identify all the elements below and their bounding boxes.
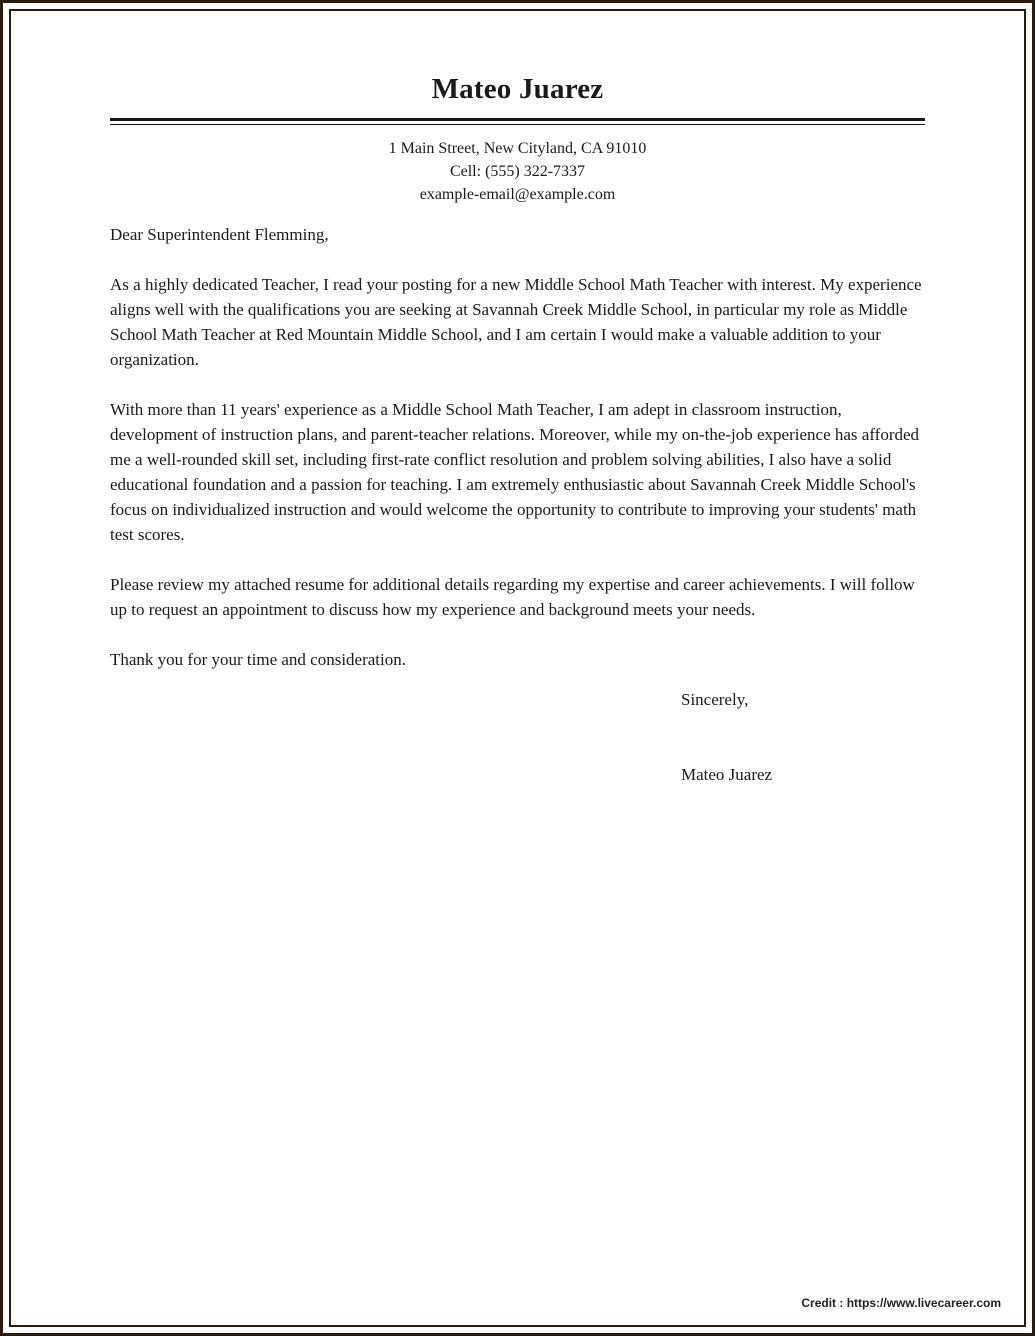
header-rule-thin (110, 124, 925, 125)
cover-letter (110, 70, 925, 787)
signoff-block (681, 687, 925, 787)
closing: Sincerely, (681, 690, 749, 709)
credit-link[interactable]: Credit : https://www.livecareer.com (801, 1296, 1001, 1310)
contact-phone: Cell: (555) 322-7337 (449, 163, 586, 180)
letter-body (110, 222, 925, 672)
signer-name: Mateo Juarez (681, 765, 773, 784)
contact-email: example-email@example.com (419, 186, 616, 203)
paragraph-4: Thank you for your time and consideration. (110, 650, 407, 669)
salutation: Dear Superintendent Flemming, (110, 225, 329, 244)
contact-block (110, 137, 925, 206)
header-rule-thick (110, 118, 925, 121)
paragraph-2: With more than 11 years' experience as a Middle School Math Teacher, I am adept in classroom instruction, development of instruction plans, and parent-teacher relations. Moreover, while my on-the-job experience has afforded me a well-rounded skill set, including first-rate conflict resolution and problem solving abilities, I also have a solid educational foundation and a passion for teaching. I am extremely enthusiastic about Savannah Creek Middle School's focus on individualized instruction and would welcome the opportunity to contribute to improving your students' math test scores. (110, 400, 920, 544)
contact-address: 1 Main Street, New Cityland, CA 91010 (388, 140, 647, 157)
paragraph-1: As a highly dedicated Teacher, I read your posting for a new Middle School Math Teacher with interest. My experience aligns well with the qualifications you are seeking at Savannah Creek Middle School, in particular my role as Middle School Math Teacher at Red Mountain Middle School, and I am certain I would make a valuable addition to your organization. (110, 275, 922, 369)
paragraph-3: Please review my attached resume for additional details regarding my expertise and career achievements. I will follow up to request an appointment to discuss how my experience and background meets your needs. (110, 575, 915, 619)
sender-name: Mateo Juarez (431, 73, 604, 105)
